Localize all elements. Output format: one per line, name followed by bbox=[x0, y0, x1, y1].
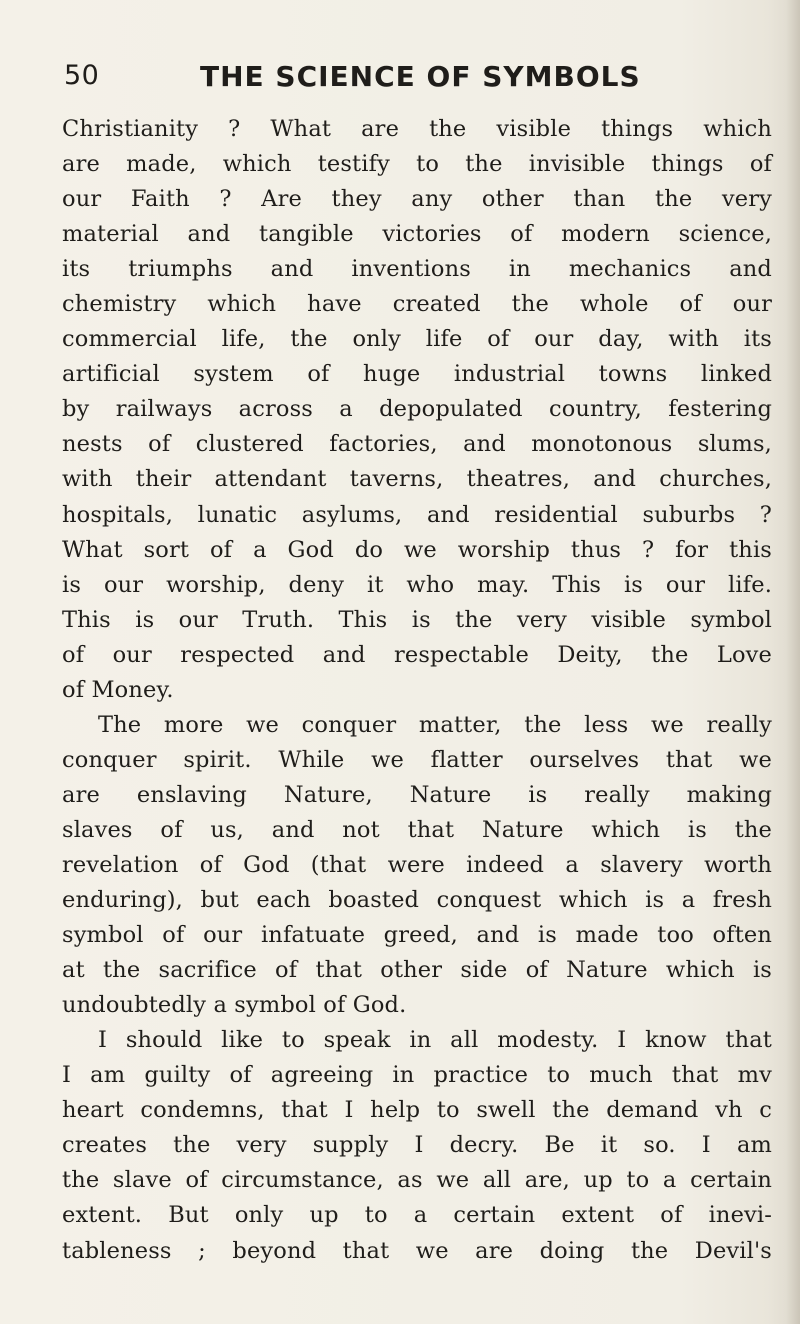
text-line: nests of clustered factories, and monotonous slums, bbox=[62, 431, 772, 458]
text-line: heart condemns, that I help to swell the demand vh c bbox=[62, 1097, 772, 1124]
text-line: artificial system of huge industrial towns linked bbox=[62, 361, 772, 388]
text-line: material and tangible victories of modern science, bbox=[62, 221, 772, 248]
text-line: I am guilty of agreeing in practice to much that mv bbox=[62, 1062, 772, 1089]
text-line: symbol of our infatuate greed, and is made too often bbox=[62, 922, 772, 949]
text-line: I should like to speak in all modesty. I know that bbox=[98, 1027, 772, 1054]
text-line: slaves of us, and not that Nature which is the bbox=[62, 816, 772, 843]
text-line: tableness ; beyond that we are doing the Devil's bbox=[62, 1237, 772, 1264]
text-line: revelation of God (that were indeed a slavery worth bbox=[62, 851, 772, 878]
body-text bbox=[62, 112, 772, 1269]
text-line: extent. But only up to a certain extent of inevi- bbox=[62, 1202, 772, 1229]
text-line: our Faith ? Are they any other than the very bbox=[62, 186, 772, 213]
text-line: are enslaving Nature, Nature is really making bbox=[62, 781, 772, 808]
text-line: This is our Truth. This is the very visible symbol bbox=[62, 606, 772, 633]
text-line: its triumphs and inventions in mechanics and bbox=[62, 256, 772, 283]
text-line: undoubtedly a symbol of God. bbox=[62, 992, 407, 1019]
page-edge-shadow bbox=[786, 0, 800, 1324]
text-line: What sort of a God do we worship thus ? for this bbox=[62, 536, 772, 563]
text-line: with their attendant taverns, theatres, and churches, bbox=[62, 466, 772, 493]
text-line: by railways across a depopulated country, festering bbox=[62, 396, 772, 423]
text-line: the slave of circumstance, as we all are, up to a certain bbox=[62, 1167, 772, 1194]
running-title: THE SCIENCE OF SYMBOLS bbox=[200, 60, 641, 93]
text-line: of our respected and respectable Deity, the Love bbox=[62, 641, 772, 668]
text-line: Christianity ? What are the visible things which bbox=[62, 116, 772, 142]
text-line: enduring), but each boasted conquest which is a fresh bbox=[62, 887, 772, 914]
text-line: are made, which testify to the invisible things of bbox=[62, 151, 772, 178]
text-line: commercial life, the only life of our day, with its bbox=[62, 326, 772, 353]
page-number: 50 bbox=[64, 60, 100, 91]
text-line: chemistry which have created the whole of our bbox=[62, 291, 772, 318]
text-line: is our worship, deny it who may. This is our life. bbox=[62, 571, 772, 598]
text-line: at the sacrifice of that other side of Nature which is bbox=[62, 957, 772, 984]
text-line: hospitals, lunatic asylums, and residential suburbs ? bbox=[62, 501, 772, 528]
text-line: of Money. bbox=[62, 676, 174, 703]
text-line: The more we conquer matter, the less we really bbox=[98, 711, 772, 738]
text-line: creates the very supply I decry. Be it so. I am bbox=[62, 1132, 772, 1159]
page-header bbox=[64, 58, 724, 102]
text-line: conquer spirit. While we flatter ourselves that we bbox=[62, 746, 772, 773]
